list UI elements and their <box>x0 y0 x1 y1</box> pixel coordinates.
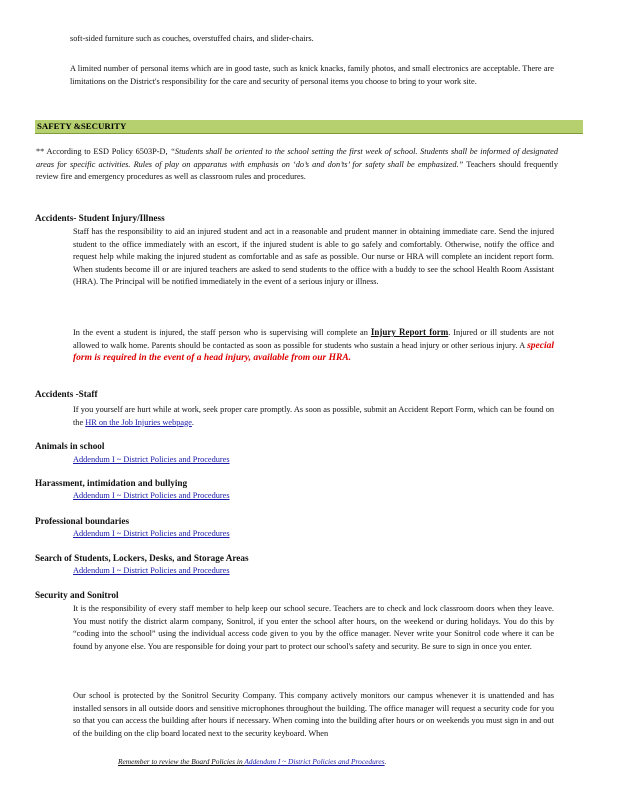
heading-accidents-staff: Accidents -Staff <box>35 389 98 399</box>
security-paragraph-1: It is the responsibility of every staff member to help keep our school secure. Teachers are to check and lock classroom doors when they leave. You must notify the district alarm company, Sonitrol, if you enter the school after hours, on the weekend or during holidays. You do this by “coding into the school” using the individual access code given to you by the office manager. Never write your Sonitrol code where it can be found by anyone else. You are responsible for doing your part to protect our school's safety and security. Be sure to sign in once you enter. <box>73 604 554 651</box>
injury-report-form: Injury Report form <box>370 327 449 337</box>
injury-guidance: . Injured or ill students are not allowed to walk home. Parents should be contacted as soon as possible for students who sustain a head injury or other serious injury. A <box>73 328 554 350</box>
hr-injuries-link[interactable]: HR on the Job Injuries webpage <box>85 417 192 427</box>
safety-paragraph <box>36 146 558 184</box>
staff-injury-end: . <box>191 417 194 427</box>
footer-reminder <box>118 757 386 766</box>
staff-injury-text: If you yourself are hurt while at work, seek proper care promptly. As soon as possible, submit an Accident Report Form, which can be found on the <box>73 405 554 427</box>
accidents-staff-paragraph <box>73 404 554 429</box>
heading-boundaries: Professional boundaries <box>35 516 130 526</box>
intro-paragraph-1: soft-sided furniture such as couches, overstuffed chairs, and slider-chairs. <box>70 34 314 43</box>
animals-addendum-link[interactable]: Addendum I ~ District Policies and Procedures <box>73 455 230 464</box>
search-addendum-link[interactable]: Addendum I ~ District Policies and Procedures <box>73 566 230 575</box>
safety-closing: Teachers should frequently review fire and emergency procedures as well as classroom rules and procedures. <box>36 159 558 182</box>
security-paragraph-2: Our school is protected by the Sonitrol Security Company. This company actively monitors our campus whenever it is unattended and has installed sensors in all outside doors and sensitive microphones throughout the building. The office manager will request a security code for you so that you can access the building after hours if necessary. When coming into the building after hours or on weekends you must sign in and out of the building on the clip board located next to the security keyboard. When <box>73 691 554 738</box>
accidents-student-paragraph-1: Staff has the responsibility to aid an injured student and act in a reasonable and prudent manner in obtaining immediate care. Send the injured student to the office immediately with an escort, if the injured student is able to go safely and comfortably. Otherwise, notify the office and request help while making the injured student as comfortable and as safe as possible. Our nurse or HRA will complete an incident report form. When students become ill or are injured teachers are asked to send students to the office with a buddy to see the school Health Room Assistant (HRA). The Principal will be notified immediately in the event of a serious injury or illness. <box>73 227 554 287</box>
heading-search: Search of Students, Lockers, Desks, and Storage Areas <box>35 553 249 563</box>
heading-animals: Animals in school <box>35 441 105 451</box>
injury-intro: In the event a student is injured, the staff person who is supervising will complete an <box>73 328 371 337</box>
footer-text: Remember to review the Board Policies in <box>118 757 245 766</box>
heading-accidents-student: Accidents- Student Injury/Illness <box>35 213 165 223</box>
footer-end: . <box>384 757 387 766</box>
boundaries-addendum-link[interactable]: Addendum I ~ District Policies and Procedures <box>73 529 230 538</box>
safety-intro: ** According to ESD Policy 6503P-D, <box>36 147 171 156</box>
footer-addendum-link[interactable]: Addendum I ~ District Policies and Procedures <box>244 757 385 766</box>
heading-harassment: Harassment, intimidation and bullying <box>35 478 188 488</box>
harassment-addendum-link[interactable]: Addendum I ~ District Policies and Procedures <box>73 491 230 500</box>
section-banner-title: SAFETY &SECURITY <box>37 121 127 131</box>
accidents-student-paragraph-2 <box>73 326 554 365</box>
intro-paragraph-2: A limited number of personal items which are in good taste, such as knick knacks, family photos, and small electronics are acceptable. There are limitations on the District's responsibility for the care and security of personal items you choose to bring to your work site. <box>70 64 554 86</box>
heading-security: Security and Sonitrol <box>35 590 119 600</box>
policy-quote: “Students shall be oriented to the school setting the first week of school. Students shall be informed of designated areas for specific activities. Rules of play on apparatus with emphasis on ‘do’s and don’ts’ for safety shall be emphasized.” <box>36 147 559 169</box>
head-injury-notice: special form is required in the event of a head injury, available from our HRA. <box>73 340 554 364</box>
section-banner <box>35 120 583 134</box>
